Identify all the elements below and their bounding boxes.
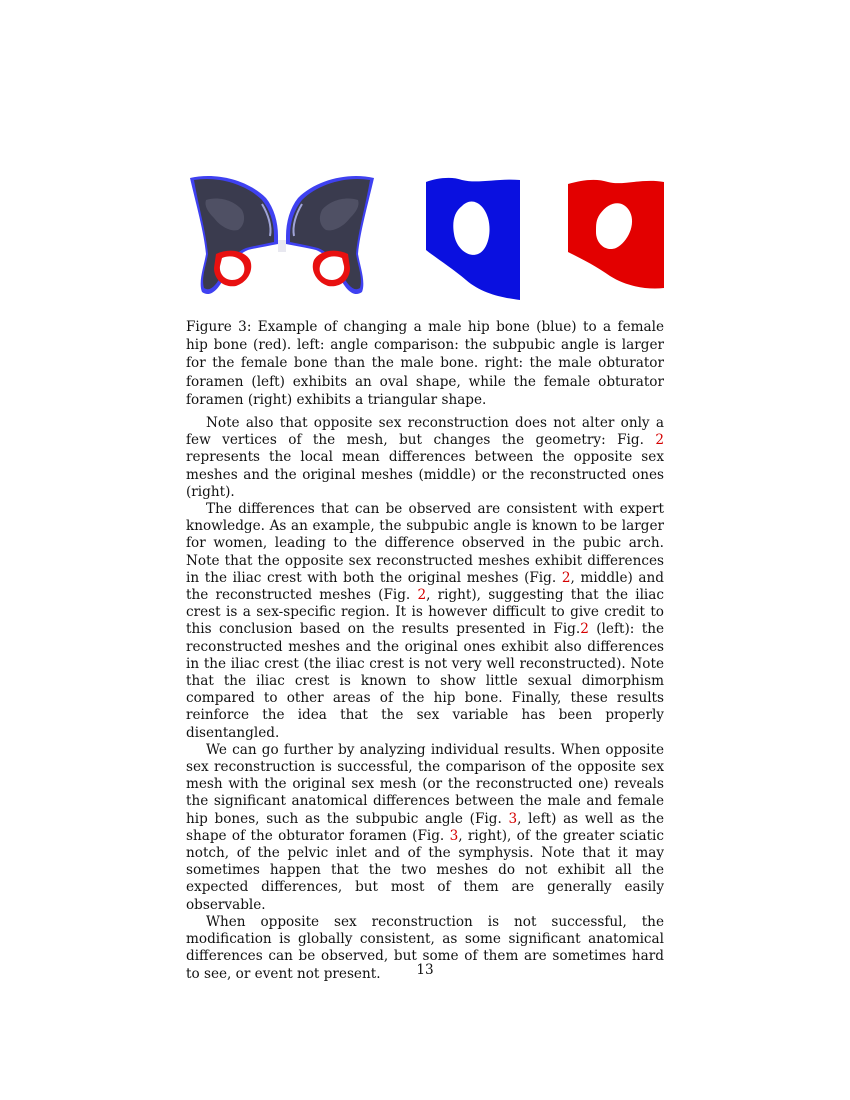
paragraph [186, 501, 664, 742]
text-segment: , left) as well as the shape of the obturator foramen (Fig. [186, 810, 664, 844]
page-number: 13 [416, 962, 434, 978]
left-hip-bone [190, 176, 278, 294]
text-segment: , right), suggesting that the iliac crest is a sex-specific region. It is however difficult to give credit to this conclusion based on the results presented in Fig. [186, 587, 664, 638]
hip-bone-angle-comparison-image [186, 170, 378, 304]
text-segment: Note also that opposite sex reconstruction does not alter only a few vertices of the mesh, but changes the geometry: Fig. [186, 415, 664, 449]
male-obturator-foramen-image [422, 170, 522, 304]
figure-caption: Figure 3: Example of changing a male hip bone (blue) to a female hip bone (red). left: angle comparison: the subpubic angle is larger for the female bone than the male bone. right: the male obturator foramen (left) exhibits an oval shape, while the female obturator foramen (right) exhibits a triangular shape. [186, 319, 664, 408]
text-segment: When opposite sex reconstruction is not successful, the modification is globally consistent, as some significant anatomical differences can be observed, but some of them are sometimes hard to see, or event not present. [186, 913, 664, 982]
text-segment: , right), of the greater sciatic notch, of the pelvic inlet and of the symphysis. Note that it may sometimes happen that the two meshes do not exhibit all the expected differences, but most of them are generally easily observable. [186, 827, 665, 913]
paragraph [186, 415, 664, 501]
text-segment: The differences that can be observed are consistent with expert knowledge. As an example, the subpubic angle is known to be larger for women, leading to the difference observed in the pubic arch. Note that the opposite sex reconstructed meshes exhibit differences in the iliac crest with both the original meshes (Fig. [186, 501, 664, 586]
figure-3 [186, 170, 664, 304]
text-segment: , middle) and the reconstructed meshes (Fig. [186, 569, 664, 604]
figure-reference-link[interactable]: 3 [508, 810, 518, 827]
figure-reference-link[interactable]: 2 [561, 569, 571, 586]
figure-reference-link[interactable]: 3 [449, 827, 459, 844]
text-segment: represents the local mean differences between the opposite sex meshes and the original meshes (middle) or the reconstructed ones (right). [186, 449, 664, 500]
text-segment: (left): the reconstructed meshes and the original ones exhibit also differences in the iliac crest (the iliac crest is not very well reconstructed). Note that the iliac crest is known to show little sexual dimorphism compared to other areas of the hip bone. Finally, these results reinforce the idea that the sex variable has been properly disentangled. [186, 621, 664, 741]
female-obturator-foramen-image [566, 170, 666, 304]
body-text [186, 415, 664, 983]
right-hip-bone [286, 176, 374, 294]
paragraph [186, 742, 664, 914]
text-segment: We can go further by analyzing individual results. When opposite sex reconstruction is successful, the comparison of the opposite sex mesh with the original sex mesh (or the reconstructed one) reveals the significant anatomical differences between the male and female hip bones, such as the subpubic angle (Fig. [186, 741, 664, 827]
figure-reference-link[interactable]: 2 [580, 621, 589, 638]
figure-reference-link[interactable]: 2 [417, 587, 427, 604]
figure-reference-link[interactable]: 2 [655, 432, 664, 449]
